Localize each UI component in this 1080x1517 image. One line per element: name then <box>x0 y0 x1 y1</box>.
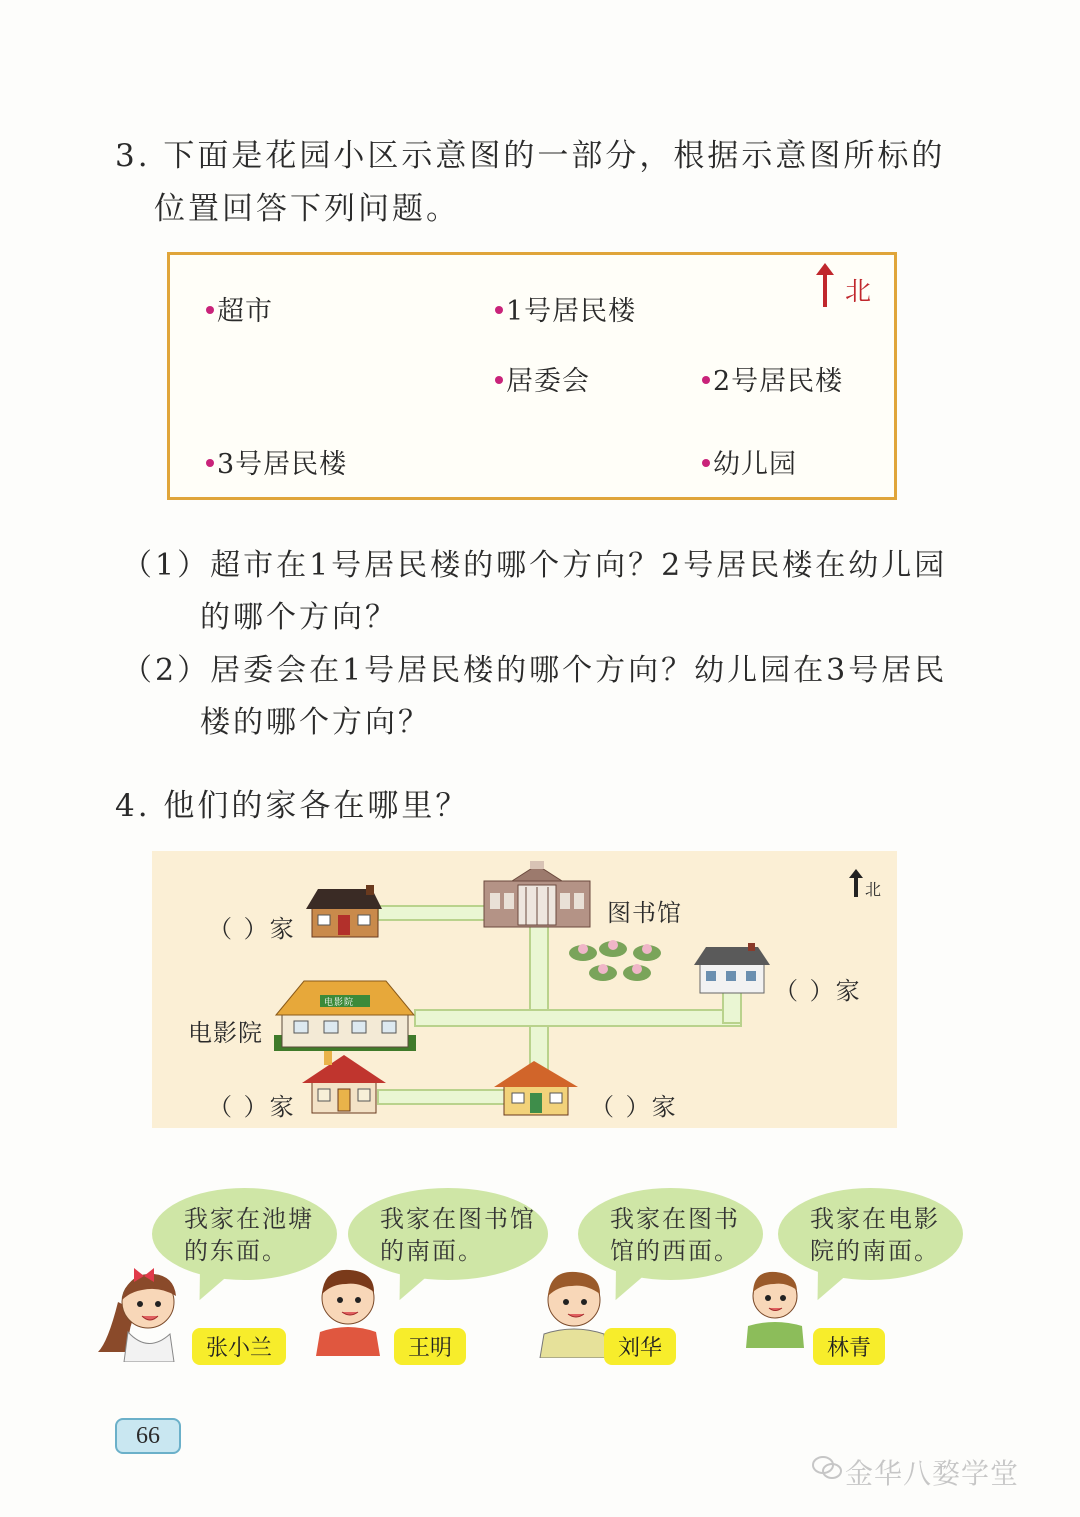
blank-home-label: （ ）家 <box>208 915 296 943</box>
name-tag: 刘华 <box>604 1328 676 1365</box>
north-label: 北 <box>865 880 883 899</box>
place-dot <box>495 306 503 314</box>
place-dot <box>206 306 214 314</box>
question-2-line2: 楼的哪个方向？ <box>200 705 431 740</box>
name-tag: 张小兰 <box>192 1328 286 1365</box>
speech-text: 我家在电影 院的南面。 <box>810 1205 940 1265</box>
boy-avatar-icon <box>536 1262 612 1358</box>
speech-text: 我家在图书馆 的南面。 <box>380 1205 536 1265</box>
cinema-label: 电影院 <box>188 1019 263 1047</box>
cinema-icon <box>274 975 416 1053</box>
place-kindergarten: 幼儿园 <box>702 442 797 481</box>
road <box>377 905 497 921</box>
north-arrow-icon <box>823 269 827 307</box>
page-number: 66 <box>115 1418 181 1454</box>
place-building-3: 3号居民楼 <box>206 442 347 481</box>
place-dot <box>702 376 710 384</box>
place-supermarket: 超市 <box>206 289 273 328</box>
problem4-title: 4. 他们的家各在哪里？ <box>115 788 470 824</box>
place-dot <box>495 376 503 384</box>
community-map <box>167 252 897 500</box>
blank-home-label: （ ）家 <box>774 977 862 1005</box>
house-east-icon <box>692 943 772 995</box>
place-dot <box>702 459 710 467</box>
speech-text: 我家在池塘 的东面。 <box>184 1205 314 1265</box>
question-1-line1: （1）超市在1号居民楼的哪个方向？2号居民楼在幼儿园 <box>122 548 948 583</box>
cinema-sign: 电影院 <box>324 998 355 1008</box>
house-top-left-icon <box>304 885 384 941</box>
library-icon <box>482 859 592 929</box>
place-committee: 居委会 <box>495 359 590 398</box>
problem3-line1: 3. 下面是花园小区示意图的一部分，根据示意图所标的 <box>115 138 946 174</box>
place-dot <box>206 459 214 467</box>
boy-avatar-icon <box>310 1262 390 1356</box>
blank-home-label: （ ）家 <box>208 1093 296 1121</box>
watermark: 金华八婺学堂 <box>845 1457 1020 1490</box>
blank-home-label: （ ）家 <box>590 1093 678 1121</box>
house-south-icon <box>494 1059 578 1117</box>
problem3-line2: 位置回答下列问题。 <box>154 191 460 227</box>
name-tag: 林青 <box>813 1328 885 1365</box>
neighborhood-map <box>152 851 897 1128</box>
pond-icon <box>567 939 667 985</box>
wechat-icon <box>812 1455 842 1481</box>
north-arrow-icon <box>849 869 863 897</box>
boy-avatar-icon <box>742 1262 808 1348</box>
north-label: 北 <box>845 277 872 307</box>
speech-text: 我家在图书 馆的西面。 <box>610 1205 740 1265</box>
house-south-west-icon <box>302 1051 386 1117</box>
name-tag: 王明 <box>394 1328 466 1365</box>
road <box>414 1009 742 1027</box>
question-2-line1: （2）居委会在1号居民楼的哪个方向？幼儿园在3号居民 <box>122 653 948 688</box>
library-label: 图书馆 <box>607 899 682 927</box>
question-1-line2: 的哪个方向？ <box>200 600 398 635</box>
girl-avatar-icon <box>98 1262 198 1362</box>
place-building-2: 2号居民楼 <box>702 359 843 398</box>
place-building-1: 1号居民楼 <box>495 289 636 328</box>
